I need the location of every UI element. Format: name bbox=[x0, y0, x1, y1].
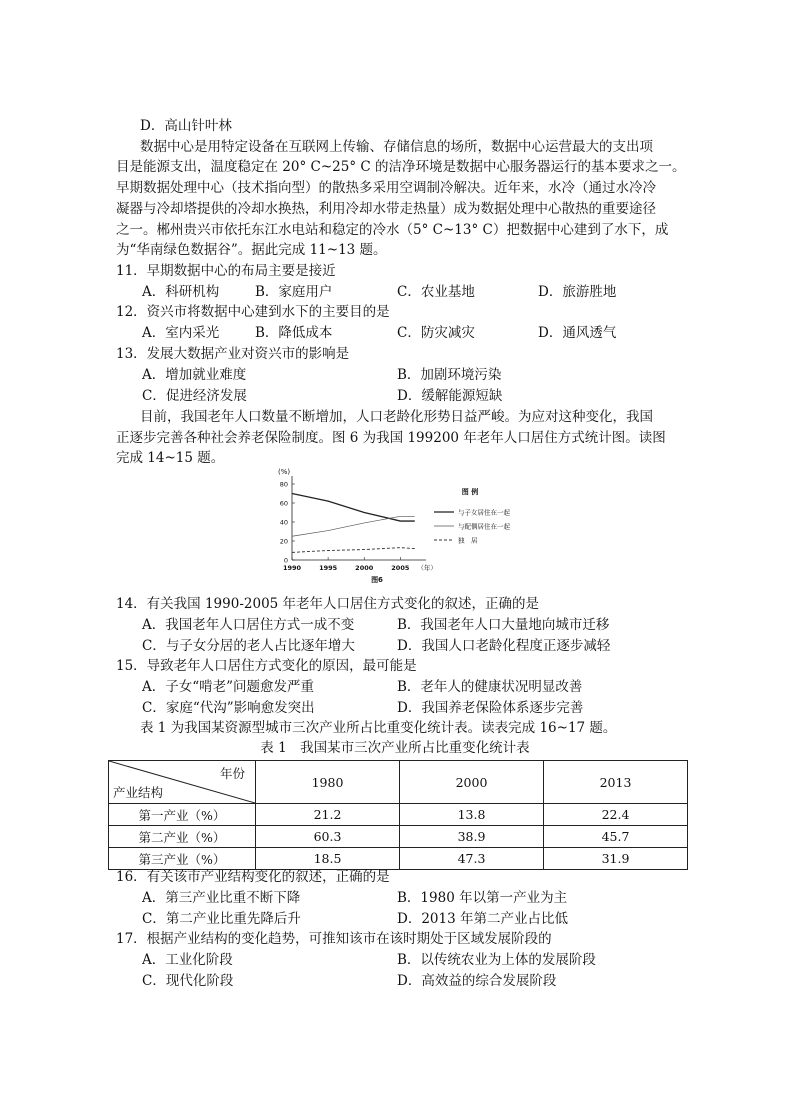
option-d-prev: D．高山针叶林 bbox=[140, 118, 232, 134]
table-cell: 47.3 bbox=[400, 848, 544, 870]
question-17-option-b: B．以传统农业为上体的发展阶段 bbox=[397, 952, 596, 968]
question-16-option-b: B．1980 年以第一产业为主 bbox=[397, 890, 568, 906]
question-12-option-d: D．通风透气 bbox=[538, 325, 617, 341]
question-17-option-d: D．高效益的综合发展阶段 bbox=[397, 973, 557, 989]
industry-structure-table bbox=[108, 760, 688, 870]
question-13-option-c: C．促进经济发展 bbox=[142, 388, 247, 404]
question-16-option-c: C．第二产业比重先降后升 bbox=[142, 911, 301, 927]
x-tick-label: 2000 bbox=[355, 564, 374, 572]
passage-line: 凝器与冷却塔提供的冷却水换热，利用冷却水带走热量）成为数据处理中心散热的重要途径 bbox=[116, 201, 656, 217]
row-label: 第二产业（%） bbox=[109, 826, 256, 848]
table-row bbox=[109, 804, 688, 826]
year-header: 1980 bbox=[256, 761, 400, 804]
passage-line: 目前，我国老年人口数量不断增加，人口老龄化形势日益严峻。为应对这种变化，我国 bbox=[140, 409, 653, 425]
table-cell: 13.8 bbox=[400, 804, 544, 826]
legend-title: 图 例 bbox=[461, 488, 479, 496]
legend-label: 与子女居住在一起 bbox=[458, 508, 510, 517]
table-cell: 60.3 bbox=[256, 826, 400, 848]
table-row bbox=[109, 826, 688, 848]
question-14-option-b: B．我国老年人口大量地向城市迁移 bbox=[397, 617, 610, 633]
x-tick-label: 1995 bbox=[319, 564, 338, 572]
question-11-option-d: D．旅游胜地 bbox=[538, 284, 617, 300]
question-13-option-d: D．缓解能源短缺 bbox=[397, 388, 503, 404]
table-cell: 22.4 bbox=[544, 804, 688, 826]
question-15-stem: 15．导致老年人口居住方式变化的原因，最可能是 bbox=[116, 658, 417, 674]
x-axis-label: （年） bbox=[417, 564, 437, 572]
question-11-option-b: B．家庭用户 bbox=[255, 284, 333, 300]
question-16-option-a: A．第三产业比重不断下降 bbox=[142, 890, 301, 906]
passage-line: 目是能源支出，温度稳定在 20° C~25° C 的洁净环境是数据中心服务器运行的基本要求之一。 bbox=[116, 159, 686, 175]
corner-structure-label: 产业结构 bbox=[113, 785, 164, 800]
question-14-option-a: A．我国老年人口居住方式一成不变 bbox=[142, 617, 355, 633]
table-cell: 38.9 bbox=[400, 826, 544, 848]
year-header: 2013 bbox=[544, 761, 688, 804]
question-15-option-a: A．子女“啃老”问题愈发严重 bbox=[142, 679, 315, 695]
x-tick-label: 1990 bbox=[282, 564, 302, 572]
chart-title: 图6 bbox=[371, 576, 383, 584]
question-11-option-c: C．农业基地 bbox=[397, 284, 475, 300]
question-17-option-c: C．现代化阶段 bbox=[142, 973, 234, 989]
y-axis-label: (%) bbox=[278, 468, 291, 476]
table-corner-header bbox=[109, 761, 256, 804]
question-13-stem: 13．发展大数据产业对资兴市的影响是 bbox=[116, 346, 350, 362]
legend-label: 与配偶居住在一起 bbox=[458, 522, 510, 531]
figure-6-line-chart bbox=[272, 466, 532, 594]
question-12-option-a: A．室内采光 bbox=[142, 325, 220, 341]
question-11-option-a: A．科研机构 bbox=[142, 284, 220, 300]
y-tick-label: 80 bbox=[279, 480, 288, 489]
question-14-stem: 14．有关我国 1990-2005 年老年人口居住方式变化的叙述，正确的是 bbox=[116, 596, 540, 612]
corner-year-label: 年份 bbox=[219, 766, 245, 781]
series-line-2 bbox=[292, 516, 415, 536]
y-tick-label: 60 bbox=[279, 499, 288, 508]
question-17-option-a: A．工业化阶段 bbox=[142, 952, 233, 968]
question-15-option-b: B．老年人的健康状况明显改善 bbox=[397, 679, 583, 695]
question-12-option-b: B．降低成本 bbox=[255, 325, 333, 341]
series-line-3 bbox=[292, 548, 415, 553]
row-label: 第一产业（%） bbox=[109, 804, 256, 826]
question-15-option-d: D．我国养老保险体系逐步完善 bbox=[397, 700, 584, 716]
table-cell: 45.7 bbox=[544, 826, 688, 848]
passage-line: 正逐步完善各种社会养老保险制度。图 6 为我国 199200 年老年人口居住方式统计图。读图 bbox=[116, 430, 666, 446]
question-16-stem: 16．有关该市产业结构变化的叙述，正确的是 bbox=[116, 869, 390, 885]
x-tick-label: 2005 bbox=[391, 564, 410, 572]
passage-line: 之一。郴州贵兴市依托东江水电站和稳定的冷水（5° C~13° C）把数据中心建到了水下，成 bbox=[116, 222, 669, 238]
table-cell: 31.9 bbox=[544, 848, 688, 870]
table-intro: 表 1 为我国某资源型城市三次产业所占比重变化统计表。读表完成 16~17 题。 bbox=[140, 720, 617, 736]
question-14-option-c: C．与子女分居的老人占比逐年增大 bbox=[142, 638, 355, 654]
y-tick-label: 20 bbox=[279, 537, 288, 546]
y-tick-label: 40 bbox=[279, 518, 288, 527]
row-label: 第三产业（%） bbox=[109, 848, 256, 870]
passage-line: 为“华南绿色数据谷”。据此完成 11~13 题。 bbox=[116, 242, 387, 258]
table-cell: 21.2 bbox=[256, 804, 400, 826]
year-header: 2000 bbox=[400, 761, 544, 804]
passage-line: 数据中心是用特定设备在互联网上传输、存储信息的场所，数据中心运营最大的支出项 bbox=[140, 139, 653, 155]
question-12-option-c: C．防灾减灾 bbox=[397, 325, 475, 341]
passage-line: 完成 14~15 题。 bbox=[116, 450, 225, 466]
y-tick-label: 0 bbox=[283, 556, 288, 565]
legend-label: 独 居 bbox=[458, 536, 478, 545]
question-17-stem: 17．根据产业结构的变化趋势，可推知该市在该时期处于区域发展阶段的 bbox=[116, 931, 552, 947]
passage-line: 早期数据处理中心（技术指向型）的散热多采用空调制冷解决。近年来，水冷（通过水冷冷 bbox=[116, 180, 656, 196]
question-13-option-a: A．增加就业难度 bbox=[142, 367, 247, 383]
question-15-option-c: C．家庭“代沟”影响愈发突出 bbox=[142, 700, 315, 716]
table-caption: 表 1 我国某市三次产业所占比重变化统计表 bbox=[260, 740, 530, 756]
question-12-stem: 12．资兴市将数据中心建到水下的主要目的是 bbox=[116, 304, 390, 320]
question-14-option-d: D．我国人口老龄化程度正逐步减轻 bbox=[397, 638, 611, 654]
question-13-option-b: B．加剧环境污染 bbox=[397, 367, 502, 383]
question-16-option-d: D．2013 年第二产业占比低 bbox=[397, 911, 568, 927]
table-cell: 18.5 bbox=[256, 848, 400, 870]
question-11-stem: 11．早期数据中心的布局主要是接近 bbox=[116, 263, 336, 279]
